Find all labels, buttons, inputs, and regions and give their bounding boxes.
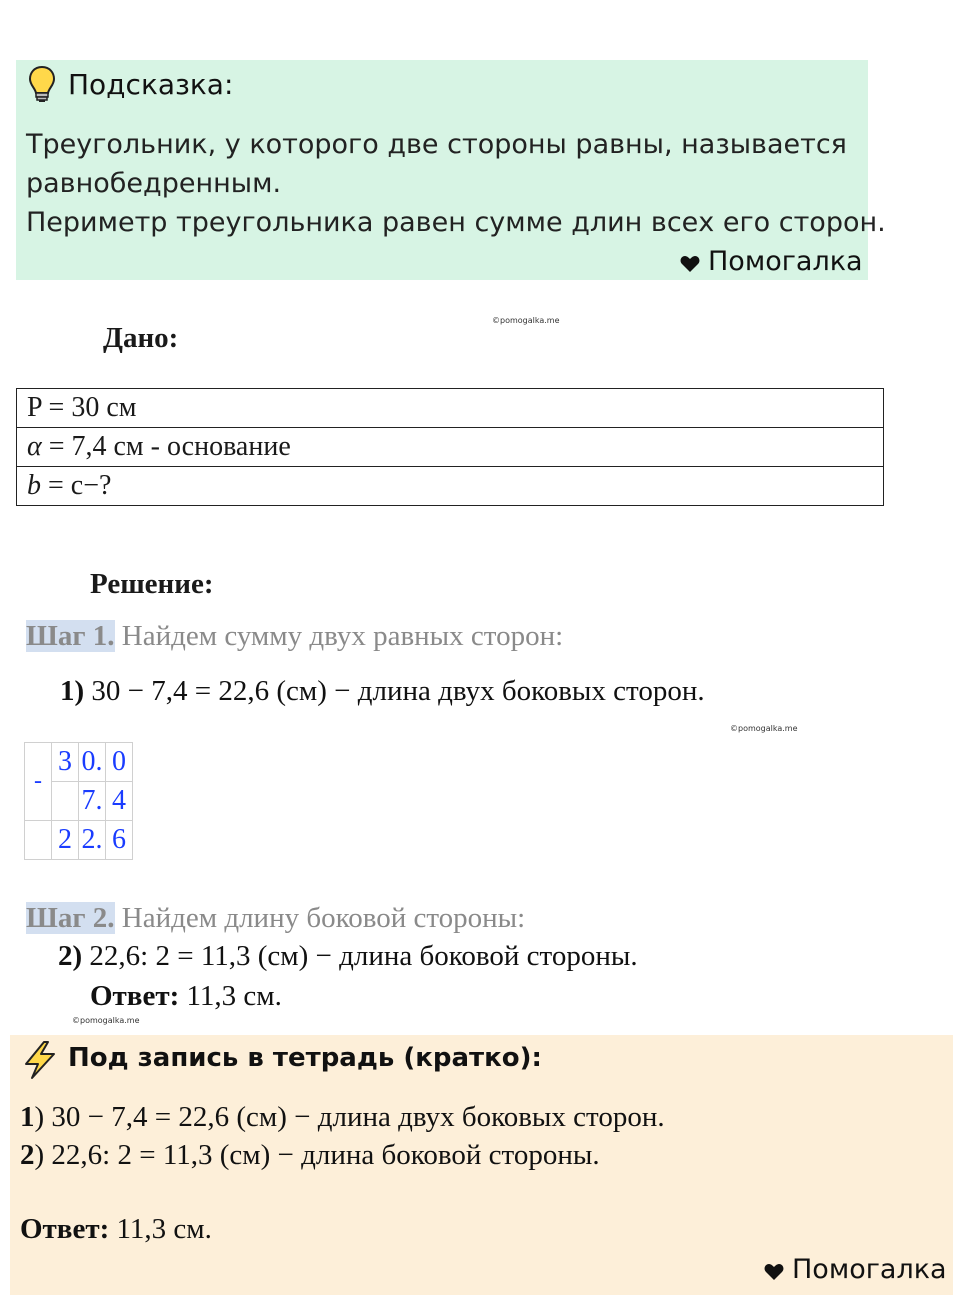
given-var: P [27, 392, 42, 423]
notebook-answer-label: Ответ: [20, 1213, 110, 1245]
step-1-text: Найдем сумму двух равных сторон: [114, 620, 564, 652]
given-text: = c−? [41, 470, 112, 501]
column-subtraction [24, 742, 133, 860]
step-2-calc [58, 940, 638, 973]
digit-cell: 2 [52, 821, 79, 860]
digit-cell: 0. [79, 743, 106, 782]
step-2-label: Шаг 2. [26, 902, 115, 934]
solution-heading: Решение: [90, 568, 214, 600]
notebook-line [20, 1101, 665, 1134]
table-row [17, 428, 884, 467]
table-row [17, 467, 884, 506]
given-table [16, 388, 884, 506]
digit-cell: 6 [106, 821, 133, 860]
answer-label: Ответ: [90, 980, 180, 1012]
step-1-calc [60, 675, 705, 708]
notebook-answer [20, 1213, 212, 1246]
heart-icon [764, 1263, 784, 1286]
table-row [17, 389, 884, 428]
column-row [25, 743, 133, 782]
digit-cell: 4 [106, 782, 133, 821]
digit-cell: 7. [79, 782, 106, 821]
lightning-icon [20, 1040, 60, 1080]
brand-label: Помогалка [792, 1254, 947, 1285]
step-2-calc-text: 22,6: 2 = 11,3 (см) − длина боковой стороны. [82, 940, 638, 972]
hint-line: равнобедренным. [26, 168, 282, 199]
given-heading: Дано: [103, 322, 179, 354]
notebook-line-num: 2 [20, 1139, 35, 1171]
notebook-title: Под запись в тетрадь (кратко): [68, 1043, 542, 1073]
notebook-line-num: 1 [20, 1101, 35, 1133]
watermark: ©pomogalka.me [730, 724, 798, 733]
digit-cell: 3 [52, 743, 79, 782]
lightbulb-icon [26, 64, 58, 104]
notebook-answer-value: 11,3 см. [109, 1213, 212, 1245]
notebook-line [20, 1139, 600, 1172]
given-text: = 7,4 см - основание [41, 431, 291, 462]
step-1-num: 1) [60, 675, 85, 707]
digit-cell [52, 782, 79, 821]
hint-line: Треугольник, у которого две стороны равны, называется [26, 129, 847, 160]
hint-brand [680, 246, 863, 278]
step-2-text: Найдем длину боковой стороны: [114, 902, 526, 934]
hint-line: Периметр треугольника равен сумме длин всех его сторон. [26, 207, 886, 238]
notebook-brand [764, 1254, 947, 1286]
notebook-line-text: ) 22,6: 2 = 11,3 (см) − длина боковой стороны. [34, 1139, 600, 1171]
digit-cell: 2. [79, 821, 106, 860]
column-row [25, 821, 133, 860]
step-2-line [26, 902, 525, 935]
digit-cell: 0 [106, 743, 133, 782]
brand-label: Помогалка [708, 246, 863, 277]
watermark: ©pomogalka.me [72, 1016, 140, 1025]
given-text: = 30 см [41, 392, 137, 423]
step-1-label: Шаг 1. [26, 620, 115, 652]
given-var: α [27, 431, 42, 462]
hint-title: Подсказка: [68, 68, 234, 101]
given-var: b [27, 470, 41, 501]
watermark: ©pomogalka.me [492, 316, 560, 325]
step-1-line [26, 620, 563, 653]
step-1-calc-text: 30 − 7,4 = 22,6 (см) − длина двух боковых сторон. [84, 675, 705, 707]
heart-icon [680, 255, 700, 278]
step-2-num: 2) [58, 940, 83, 972]
minus-sign: - [25, 743, 52, 821]
answer-line [90, 980, 282, 1013]
answer-value: 11,3 см. [179, 980, 282, 1012]
notebook-line-text: ) 30 − 7,4 = 22,6 (см) − длина двух боковых сторон. [34, 1101, 665, 1133]
